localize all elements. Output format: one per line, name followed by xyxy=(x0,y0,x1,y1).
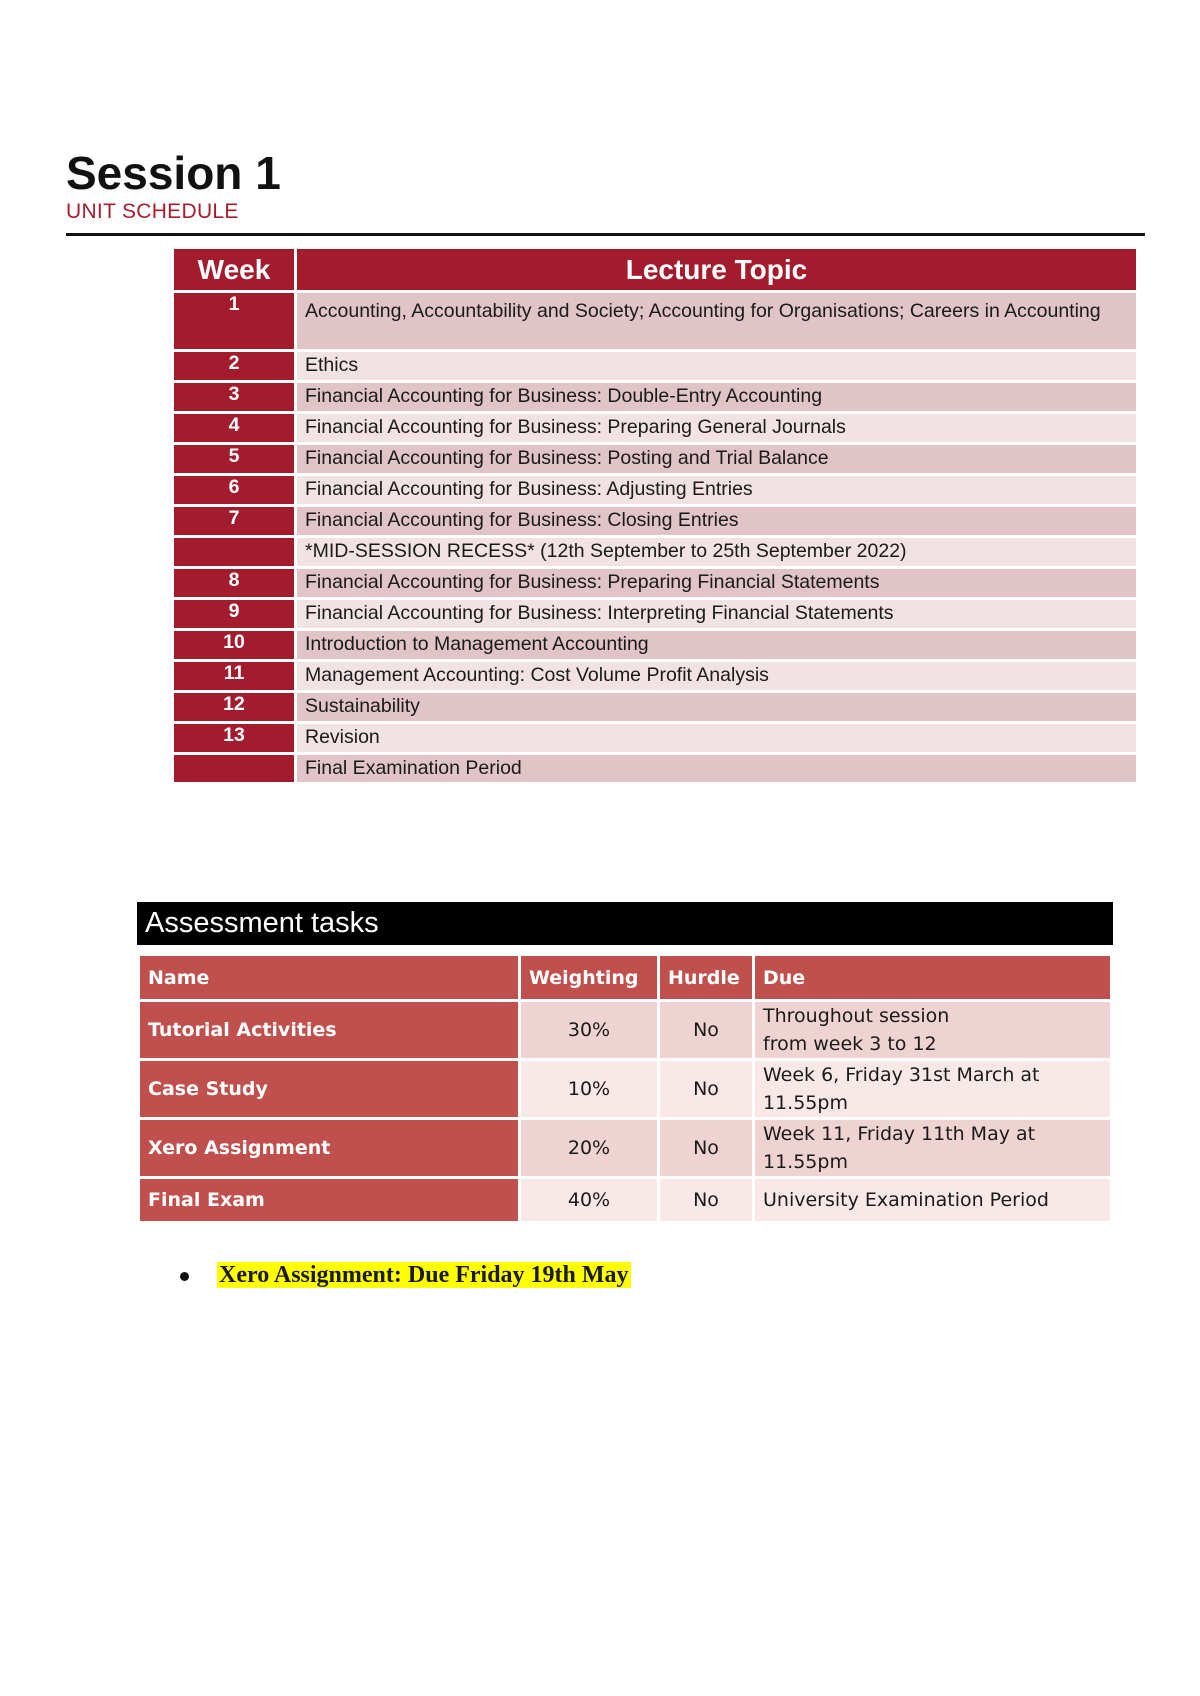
lecture-topic: Management Accounting: Cost Volume Profit Analysis xyxy=(297,662,1136,690)
due-column-header: Due xyxy=(754,955,1112,1001)
schedule-row xyxy=(174,600,1136,628)
week-column-header: Week xyxy=(174,249,297,290)
week-number: 5 xyxy=(174,445,297,473)
lecture-topic: Financial Accounting for Business: Closing Entries xyxy=(297,507,1136,535)
due-line-1: Week 11, Friday 11th May at xyxy=(763,1123,1036,1145)
page-title: Session 1 xyxy=(66,147,281,199)
lecture-topic: Final Examination Period xyxy=(297,755,1136,782)
week-number: 12 xyxy=(174,693,297,721)
assessment-weighting: 20% xyxy=(520,1119,659,1178)
schedule-row xyxy=(174,631,1136,659)
schedule-header-row xyxy=(174,249,1136,290)
week-number: 8 xyxy=(174,569,297,597)
schedule-row xyxy=(174,383,1136,411)
lecture-topic: Financial Accounting for Business: Double-Entry Accounting xyxy=(297,383,1136,411)
assessment-weighting: 10% xyxy=(520,1060,659,1119)
assessment-due xyxy=(754,1178,1112,1223)
assessment-row xyxy=(139,1060,1112,1119)
topic-column-header: Lecture Topic xyxy=(297,249,1136,290)
due-line-2: from week 3 to 12 xyxy=(763,1033,937,1055)
week-number: 1 xyxy=(174,293,297,349)
assessment-due xyxy=(754,1001,1112,1060)
assessment-row xyxy=(139,1119,1112,1178)
due-line-1: University Examination Period xyxy=(763,1189,1049,1211)
schedule-row xyxy=(174,445,1136,473)
schedule-row xyxy=(174,755,1136,782)
assessment-due xyxy=(754,1119,1112,1178)
assessment-weighting: 30% xyxy=(520,1001,659,1060)
lecture-topic: *MID-SESSION RECESS* (12th September to 25th September 2022) xyxy=(297,538,1136,566)
assessment-body xyxy=(139,1001,1112,1223)
week-number xyxy=(174,538,297,566)
highlighted-note: Xero Assignment: Due Friday 19th May xyxy=(219,1262,629,1288)
due-line-2: 11.55pm xyxy=(763,1092,848,1114)
week-number: 3 xyxy=(174,383,297,411)
weighting-column-header: Weighting xyxy=(520,955,659,1001)
due-line-1: Week 6, Friday 31st March at xyxy=(763,1064,1040,1086)
assessment-name: Xero Assignment xyxy=(139,1119,520,1178)
schedule-row xyxy=(174,293,1136,349)
assessment-title: Assessment tasks xyxy=(137,902,1113,945)
assessment-header-row xyxy=(139,955,1112,1001)
name-column-header: Name xyxy=(139,955,520,1001)
due-line-2: 11.55pm xyxy=(763,1151,848,1173)
bullet-dot xyxy=(180,1272,189,1281)
assessment-hurdle: No xyxy=(659,1178,754,1223)
week-number: 2 xyxy=(174,352,297,380)
assessment-due xyxy=(754,1060,1112,1119)
week-number: 7 xyxy=(174,507,297,535)
lecture-topic: Accounting, Accountability and Society; Accounting for Organisations; Careers in Accounting xyxy=(297,293,1136,349)
assessment-hurdle: No xyxy=(659,1060,754,1119)
note-bullet xyxy=(180,1262,631,1289)
page-header xyxy=(66,148,281,224)
assessment-table xyxy=(137,953,1113,1224)
week-number: 6 xyxy=(174,476,297,504)
assessment-name: Tutorial Activities xyxy=(139,1001,520,1060)
schedule-row xyxy=(174,662,1136,690)
week-number: 4 xyxy=(174,414,297,442)
week-number: 9 xyxy=(174,600,297,628)
lecture-topic: Introduction to Management Accounting xyxy=(297,631,1136,659)
schedule-body xyxy=(174,293,1136,782)
assessment-weighting: 40% xyxy=(520,1178,659,1223)
assessment-row xyxy=(139,1001,1112,1060)
schedule-row xyxy=(174,507,1136,535)
week-number: 10 xyxy=(174,631,297,659)
schedule-row xyxy=(174,352,1136,380)
schedule-row xyxy=(174,693,1136,721)
week-number: 13 xyxy=(174,724,297,752)
page-subtitle: UNIT SCHEDULE xyxy=(66,200,239,223)
schedule-row xyxy=(174,538,1136,566)
hurdle-column-header: Hurdle xyxy=(659,955,754,1001)
week-number xyxy=(174,755,297,782)
assessment-hurdle: No xyxy=(659,1119,754,1178)
week-number: 11 xyxy=(174,662,297,690)
lecture-topic: Financial Accounting for Business: Preparing Financial Statements xyxy=(297,569,1136,597)
assessment-name: Final Exam xyxy=(139,1178,520,1223)
lecture-topic: Sustainability xyxy=(297,693,1136,721)
schedule-row xyxy=(174,476,1136,504)
lecture-topic: Financial Accounting for Business: Preparing General Journals xyxy=(297,414,1136,442)
schedule-row xyxy=(174,414,1136,442)
due-line-1: Throughout session xyxy=(763,1005,950,1027)
schedule-row xyxy=(174,569,1136,597)
assessment-hurdle: No xyxy=(659,1001,754,1060)
lecture-topic: Revision xyxy=(297,724,1136,752)
lecture-topic: Financial Accounting for Business: Posting and Trial Balance xyxy=(297,445,1136,473)
unit-schedule-table xyxy=(174,246,1136,785)
assessment-name: Case Study xyxy=(139,1060,520,1119)
schedule-row xyxy=(174,724,1136,752)
assessment-row xyxy=(139,1178,1112,1223)
lecture-topic: Ethics xyxy=(297,352,1136,380)
lecture-topic: Financial Accounting for Business: Interpreting Financial Statements xyxy=(297,600,1136,628)
lecture-topic: Financial Accounting for Business: Adjusting Entries xyxy=(297,476,1136,504)
header-divider xyxy=(66,233,1145,236)
